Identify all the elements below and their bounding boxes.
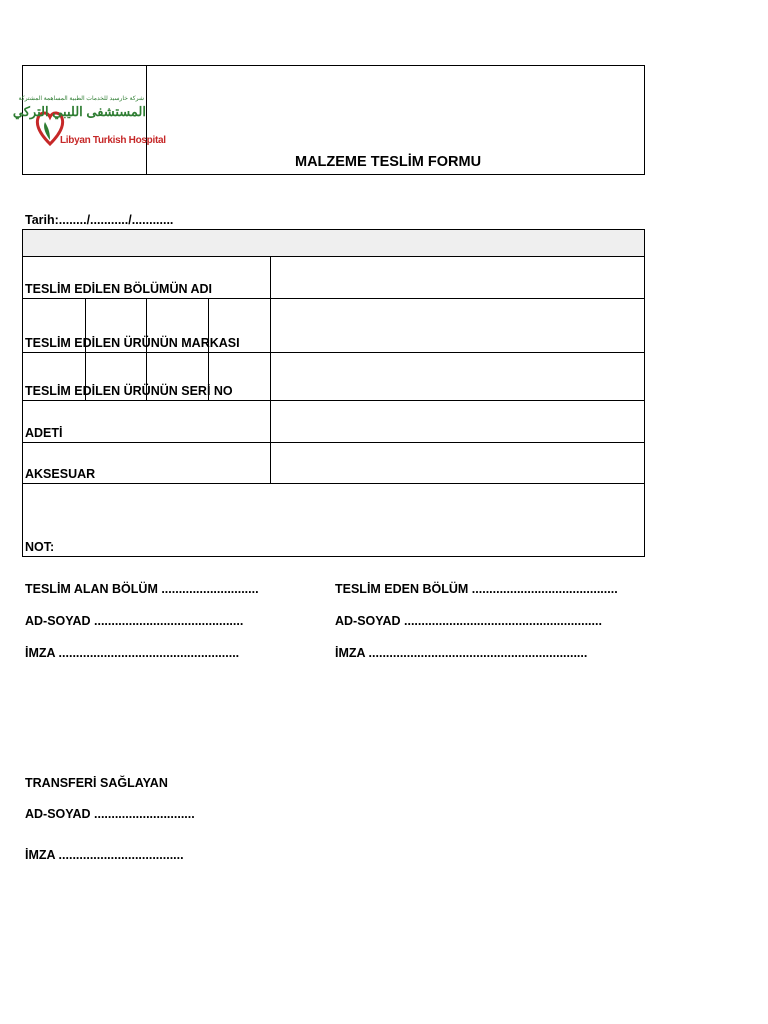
row-label-note: NOT: [25,540,55,554]
form-title: MALZEME TESLİM FORMU [295,154,482,170]
row-label-department: TESLİM EDİLEN BÖLÜMÜN ADI [25,282,213,296]
transfer-sign-line: İMZA .................................... [25,848,184,862]
logo-arabic-name: المستشفى الليبي التركي [12,104,146,119]
accessory-value-cell[interactable] [271,443,644,483]
serial-value-cell[interactable] [271,353,644,400]
row-label-accessory: AKSESUAR [25,467,96,481]
transfer-title: TRANSFERİ SAĞLAYAN [25,776,168,790]
receiving-name-line: AD-SOYAD ........................................... [25,614,244,628]
receiving-dept-line: TESLİM ALAN BÖLÜM ............................ [25,582,259,596]
delivering-dept-line: TESLİM EDEN BÖLÜM .......................................... [335,582,618,596]
date-line: Tarih:......../.........../............ [25,213,174,227]
header-divider [146,65,147,175]
logo-arabic-top: شركة خارسيد للخدمات الطبية المساهمة المشتركة [18,96,144,102]
department-value-cell[interactable] [271,257,644,298]
quantity-value-cell[interactable] [271,401,644,442]
row-label-quantity: ADETİ [25,426,63,440]
hospital-logo [12,90,166,160]
logo-english: Libyan Turkish Hospital [60,135,166,146]
row-label-brand: TESLİM EDİLEN ÜRÜNÜN MARKASI [25,336,240,350]
receiving-sign-line: İMZA .................................................... [25,646,240,660]
table-header-band [23,230,644,256]
delivering-name-line: AD-SOYAD ......................................................... [335,614,602,628]
row-label-serial: TESLİM EDİLEN ÜRÜNÜN SERİ NO [25,384,233,398]
note-value-cell[interactable] [23,484,644,539]
brand-value-cell[interactable] [271,299,644,352]
transfer-name-line: AD-SOYAD ............................. [25,807,195,821]
delivering-sign-line: İMZA ............................................................... [335,646,588,660]
